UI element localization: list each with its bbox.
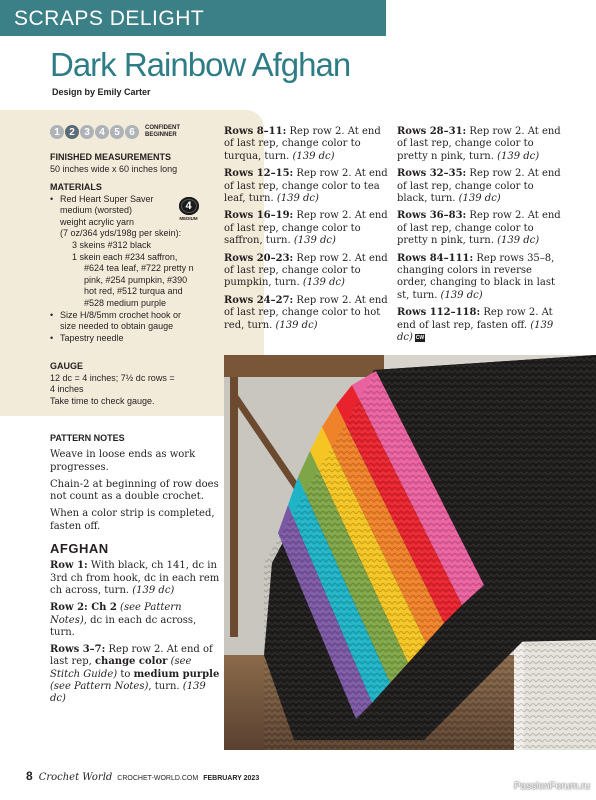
row-instruction: Rows 84–111: Rep rows 35–8, changing colors in reverse order, changing to black in last st, turn. (139 dc) bbox=[397, 252, 555, 301]
materials-needle: • Tapestry needle bbox=[50, 333, 255, 345]
materials-colors: 1 skein each #234 saffron, #624 tea leaf, #722 pretty n pink, #254 pumpkin, #390 hot red, #512 turqua and #528 medium purple bbox=[72, 251, 194, 308]
finished-heading: FINISHED MEASUREMENTS bbox=[50, 152, 172, 162]
afghan-photo-illustration bbox=[224, 355, 596, 750]
skill-level-4: 4 bbox=[95, 125, 109, 139]
note-item: Chain-2 at beginning of row does not count as a double crochet. bbox=[50, 478, 219, 503]
row-instruction: Rows 8–11: Rep row 2. At end of last rep, change color to turqua, turn. (139 dc) bbox=[224, 126, 381, 162]
yarn-weight-label: MEDIUM bbox=[179, 216, 198, 221]
materials-black: 3 skeins #312 black bbox=[72, 239, 152, 250]
row-instruction: Rows 36–83: Rep row 2. At end of last rep, change color to pretty n pink, turn. (139 dc) bbox=[397, 210, 561, 247]
gauge-heading: GAUGE bbox=[50, 361, 84, 371]
page-number: 8 bbox=[26, 769, 33, 783]
afghan-heading: AFGHAN bbox=[50, 541, 109, 557]
row-instruction: Rows 32–35: Rep row 2. At end of last rep, change color to black, turn. (139 dc) bbox=[397, 168, 561, 205]
instructions-column-middle bbox=[224, 126, 389, 337]
row-instruction: Rows 16–19: Rep row 2. At end of last rep, change color to saffron, turn. (139 dc) bbox=[224, 210, 388, 247]
section-banner bbox=[0, 0, 386, 36]
skill-level-1: 1 bbox=[50, 125, 64, 139]
row-1-instruction: Row 1: With black, ch 141, dc in 3rd ch from hook, dc in each rem ch across, turn. (139 dc) bbox=[50, 560, 220, 596]
skill-level-label: CONFIDENT BEGINNER bbox=[145, 125, 180, 138]
skill-level-5: 5 bbox=[110, 125, 124, 139]
pattern-notes bbox=[50, 432, 220, 711]
note-item: When a color strip is completed, fasten off. bbox=[50, 508, 215, 532]
watermark: PassionForum.ru bbox=[513, 781, 590, 792]
afghan-photo bbox=[224, 355, 596, 750]
instructions-column-right bbox=[397, 126, 565, 350]
gauge-section: GAUGE 12 dc = 4 inches; 7½ dc rows = 4 inches Take time to check gauge. bbox=[50, 361, 255, 407]
skill-level-6: 6 bbox=[125, 125, 139, 139]
notes-heading: PATTERN NOTES bbox=[50, 433, 125, 443]
page-title: Dark Rainbow Afghan bbox=[50, 46, 351, 83]
designer-credit: Design by Emily Carter bbox=[52, 87, 151, 97]
materials-heading: MATERIALS bbox=[50, 182, 102, 192]
skill-level-2: 2 bbox=[65, 125, 79, 139]
finished-text: 50 inches wide x 60 inches long bbox=[50, 163, 178, 174]
magazine-website: CROCHET-WORLD.COM bbox=[117, 775, 199, 782]
issue-date: FEBRUARY 2023 bbox=[203, 775, 260, 782]
skill-level bbox=[50, 125, 180, 139]
skill-level-3: 3 bbox=[80, 125, 94, 139]
materials-yarn: • Red Heart Super Saver medium (worsted) weight acrylic yarn (7 oz/364 yds/198g per skein): bbox=[50, 194, 255, 240]
row-instruction: Rows 112–118: Rep row 2. At end of last rep, fasten off. (139 dc) CW bbox=[397, 307, 554, 344]
materials-hook: • Size H/8/5mm crochet hook or size needed to obtain gauge bbox=[50, 310, 255, 333]
rows-3-7-instruction: Rows 3–7: Rep row 2. At end of last rep, change color (see Stitch Guide) to medium purple (see Pattern Notes), turn. (139 dc) bbox=[50, 644, 220, 705]
end-of-pattern-icon: CW bbox=[415, 334, 425, 341]
page-footer bbox=[26, 769, 259, 783]
magazine-name: Crochet World bbox=[38, 772, 113, 783]
yarn-ball-icon: 4 bbox=[179, 197, 199, 215]
section-label: SCRAPS DELIGHT bbox=[14, 7, 205, 30]
yarn-weight-badge bbox=[178, 197, 199, 221]
note-item: Weave in loose ends as work progresses. bbox=[50, 449, 196, 473]
row-instruction: Rows 24–27: Rep row 2. At end of last rep, change color to hot red, turn. (139 dc) bbox=[224, 294, 388, 331]
row-instruction: Rows 28–31: Rep row 2. At end of last rep, change color to pretty n pink, turn. (139 dc) bbox=[397, 126, 561, 162]
row-2-instruction: Row 2: Ch 2 (see Pattern Notes), dc in each dc across, turn. bbox=[50, 602, 197, 638]
row-instruction: Rows 20–23: Rep row 2. At end of last rep, change color to pumpkin, turn. (139 dc) bbox=[224, 252, 388, 289]
row-instruction: Rows 12–15: Rep row 2. At end of last rep, change color to tea leaf, turn. (139 dc) bbox=[224, 168, 388, 205]
